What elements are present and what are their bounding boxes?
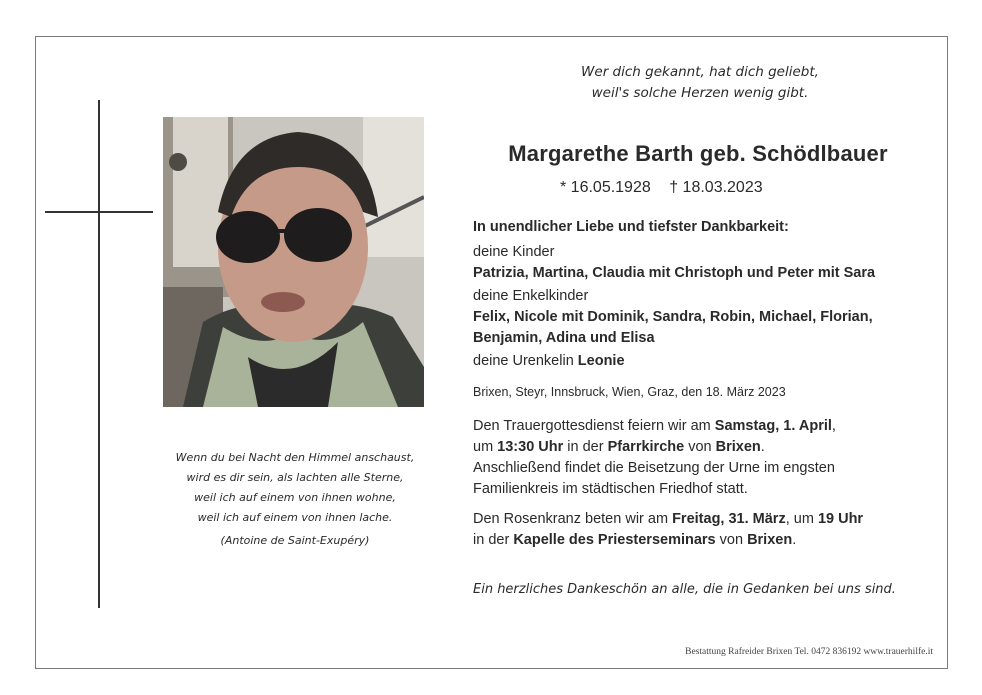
children-label: deine Kinder [473, 244, 555, 260]
portrait-photo [163, 117, 424, 407]
children-names [473, 263, 933, 284]
quote-author: (Antoine de Saint-Exupéry) [220, 534, 370, 547]
great-grandchild-name: Leonie [577, 353, 625, 369]
motto [540, 62, 860, 104]
family-list [473, 242, 933, 372]
rosary-info [473, 509, 933, 551]
great-grandchild-row [473, 351, 933, 372]
funeral-home-imprint: Bestattung Rafreider Brixen Tel. 0472 836192 www.trauerhilfe.it [685, 647, 933, 657]
children-names-text: Patrizia, Martina, Claudia mit Christoph und Peter mit Sara [473, 265, 876, 281]
quote-line: weil ich auf einem von ihnen wohne, [194, 491, 396, 504]
rosary-line: in der Kapelle des Priesterseminars von Brixen. [473, 532, 797, 548]
quote-line: weil ich auf einem von ihnen lache. [197, 511, 393, 524]
funeral-service [473, 416, 933, 500]
service-line: Anschließend findet die Beisetzung der Urne im engsten [473, 460, 835, 476]
grandchildren-line: Benjamin, Adina und Elisa [473, 330, 655, 346]
service-line: Den Trauergottesdienst feiern wir am Samstag, 1. April, [473, 418, 836, 434]
deceased-name: Margarethe Barth geb. Schödlbauer [508, 141, 888, 166]
quote [150, 448, 440, 528]
service-line: um 13:30 Uhr in der Pfarrkirche von Brixen. [473, 439, 765, 455]
birth-date: * 16.05.1928 [560, 179, 651, 196]
motto-line: weil's solche Herzen wenig gibt. [591, 85, 809, 101]
rosary-line: Den Rosenkranz beten wir am Freitag, 31. März, um 19 Uhr [473, 511, 864, 527]
grandchildren-label: deine Enkelkinder [473, 288, 589, 304]
quote-line: Wenn du bei Nacht den Himmel anschaust, [175, 451, 415, 464]
place-date: Brixen, Steyr, Innsbruck, Wien, Graz, den 18. März 2023 [473, 385, 786, 399]
life-dates [560, 179, 777, 197]
quote-line: wird es dir sein, als lachten alle Sterne, [186, 471, 404, 484]
cross-horizontal-bar [45, 211, 153, 213]
motto-line: Wer dich gekannt, hat dich geliebt, [581, 64, 819, 80]
closing-thanks: Ein herzliches Dankeschön an alle, die in Gedanken bei uns sind. [473, 582, 896, 597]
service-line: Familienkreis im städtischen Friedhof statt. [473, 481, 748, 497]
great-grandchild-label: deine Urenkelin [473, 353, 574, 369]
thanks-heading: In unendlicher Liebe und tiefster Dankbarkeit: [473, 219, 789, 235]
cross-vertical-bar [98, 100, 100, 608]
grandchildren-line: Felix, Nicole mit Dominik, Sandra, Robin, Michael, Florian, [473, 309, 873, 325]
death-date: † 18.03.2023 [669, 179, 763, 196]
